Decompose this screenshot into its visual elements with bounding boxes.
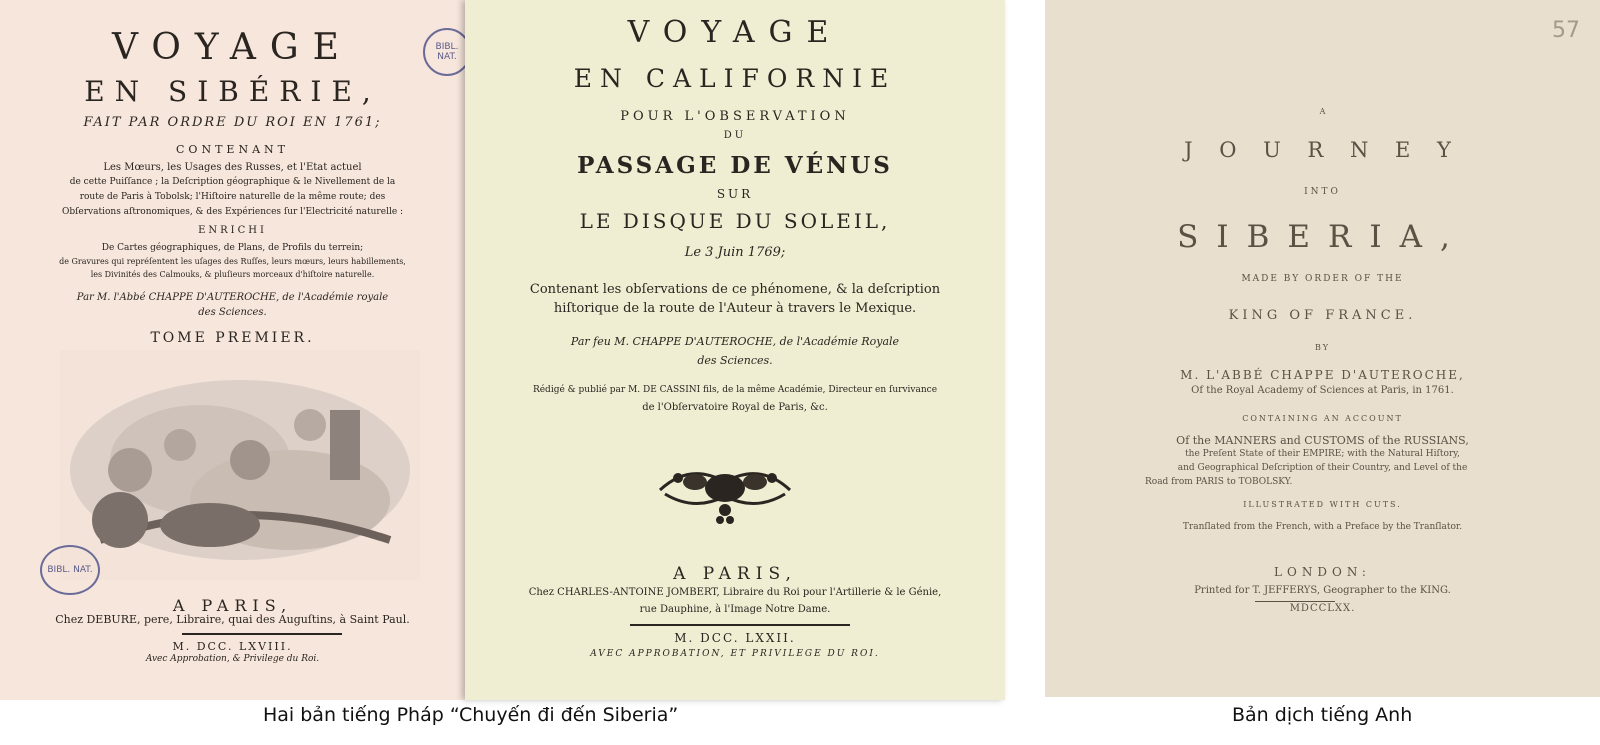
left-contenant: CONTENANT xyxy=(176,143,289,156)
left-publisher: Chez DEBURE, pere, Libraire, quai des Auguſtins, à Saint Paul. xyxy=(55,613,410,626)
middle-line-5: PASSAGE DE VÉNUS xyxy=(577,152,893,179)
left-title-1: VOYAGE xyxy=(112,27,353,68)
right-rule xyxy=(1255,601,1335,602)
engraving-illustration xyxy=(60,350,420,580)
right-title-2: SIBERIA, xyxy=(1177,219,1468,255)
middle-city: A PARIS, xyxy=(673,564,797,584)
right-title-page xyxy=(1045,0,1600,697)
middle-line-7: LE DISQUE DU SOLEIL, xyxy=(579,209,891,233)
right-c-4: Road from PARIS to TOBOLSKY. xyxy=(1145,477,1293,487)
left-title-page xyxy=(0,0,465,700)
library-stamp-top: BIBL. NAT. xyxy=(423,28,465,76)
right-containing: CONTAINING AN ACCOUNT xyxy=(1242,414,1403,423)
right-year: MDCCLXX. xyxy=(1289,603,1356,614)
left-enrichi: ENRICHI xyxy=(198,225,267,236)
left-title-2: EN SIBÉRIE, xyxy=(84,75,381,108)
middle-line-6: SUR xyxy=(716,187,754,201)
right-author-1: M. L'ABBÉ CHAPPE D'AUTEROCHE, xyxy=(1180,368,1465,382)
left-desc-4: Obſervations aſtronomiques, & des Expériences ſur l'Electricité naturelle : xyxy=(61,207,404,217)
left-enr-3: les Divinités des Calmouks, & pluſieurs morceaux d'hiſtoire naturelle. xyxy=(90,270,375,279)
left-desc-3: route de Paris à Tobolsk; l'Hiſtoire naturelle de la même route; des xyxy=(79,192,386,202)
caption-left: Hai bản tiếng Pháp “Chuyến đi đến Siberia” xyxy=(263,704,679,726)
right-author-2: Of the Royal Academy of Sciences at Paris, in 1761. xyxy=(1191,385,1454,396)
left-year: M. DCC. LXVIII. xyxy=(172,640,293,653)
middle-rule xyxy=(630,624,850,626)
middle-pub-1: Chez CHARLES-ANTOINE JOMBERT, Libraire du Roi pour l'Artillerie & le Génie, xyxy=(528,587,942,598)
right-made-2: KING OF FRANCE. xyxy=(1228,308,1417,323)
right-illustrated: ILLUSTRATED WITH CUTS. xyxy=(1243,500,1402,509)
left-privilege: Avec Approbation, & Privilege du Roi. xyxy=(145,654,320,664)
right-c-1: Of the MANNERS and CUSTOMS of the RUSSIANS, xyxy=(1176,434,1469,447)
left-desc-1: Les Mœurs, les Usages des Russes, et l'Etat actuel xyxy=(103,162,362,173)
left-tome: TOME PREMIER. xyxy=(150,330,315,346)
right-translated: Tranſlated from the French, with a Preface by the Tranſlator. xyxy=(1182,522,1463,532)
left-enr-2: de Gravures qui repréſentent les uſages des Ruſſes, leurs mœurs, leurs habillements, xyxy=(59,257,406,266)
right-into: INTO xyxy=(1304,187,1341,197)
middle-desc-1: Contenant les obſervations de ce phénomene, & la deſcription xyxy=(529,282,941,297)
middle-year: M. DCC. LXXII. xyxy=(674,631,796,645)
middle-date: Le 3 Juin 1769; xyxy=(684,245,786,260)
left-author-2: des Sciences. xyxy=(198,307,267,318)
left-desc-2: de cette Puiſſance ; la Deſcription géographique & le Nivellement de la xyxy=(69,177,396,187)
middle-editor-2: de l'Obſervatoire Royal de Paris, &c. xyxy=(642,402,828,413)
right-c-3: and Geographical Deſcription of their Country, and Level of the xyxy=(1177,463,1468,473)
left-rule xyxy=(182,633,342,635)
middle-desc-2: hiſtorique de la route de l'Auteur à travers le Mexique. xyxy=(553,301,917,316)
left-enr-1: De Cartes géographiques, de Plans, de Profils du terrein; xyxy=(101,243,364,253)
right-by: BY xyxy=(1314,343,1331,352)
middle-line-4: DU xyxy=(723,130,747,141)
right-made-1: MADE BY ORDER OF THE xyxy=(1241,274,1404,284)
middle-editor-1: Rédigé & publié par M. DE CASSINI fils, de la même Académie, Directeur en ſurvivance xyxy=(532,385,938,395)
right-printed: Printed for T. JEFFERYS, Geographer to the KING. xyxy=(1194,585,1451,596)
middle-line-3: POUR L'OBSERVATION xyxy=(620,109,850,124)
right-city: LONDON: xyxy=(1274,565,1371,579)
middle-privilege: AVEC APPROBATION, ET PRIVILEGE DU ROI. xyxy=(590,649,880,659)
left-city: A PARIS, xyxy=(172,596,293,615)
middle-author-2: des Sciences. xyxy=(697,354,773,367)
middle-title-2: EN CALIFORNIE xyxy=(573,64,897,93)
middle-title-page xyxy=(465,0,1005,700)
library-stamp-bottom: BIBL. NAT. xyxy=(40,545,100,595)
middle-author-1: Par feu M. CHAPPE D'AUTEROCHE, de l'Académie Royale xyxy=(570,335,900,348)
left-line-3: FAIT PAR ORDRE DU ROI EN 1761; xyxy=(83,115,382,130)
right-a: A xyxy=(1319,107,1326,116)
floral-ornament xyxy=(650,452,800,528)
caption-right: Bản dịch tiếng Anh xyxy=(1232,704,1413,726)
left-author-1: Par M. l'Abbé CHAPPE D'AUTEROCHE, de l'Académie royale xyxy=(76,292,389,303)
middle-title-1: VOYAGE xyxy=(627,15,843,50)
corner-note: 57 xyxy=(1552,18,1580,43)
right-c-2: the Preſent State of their EMPIRE; with the Natural Hiſtory, xyxy=(1185,449,1460,459)
right-title-1: J O U R N E Y xyxy=(1184,138,1461,162)
middle-pub-2: rue Dauphine, à l'Image Notre Dame. xyxy=(639,604,831,615)
